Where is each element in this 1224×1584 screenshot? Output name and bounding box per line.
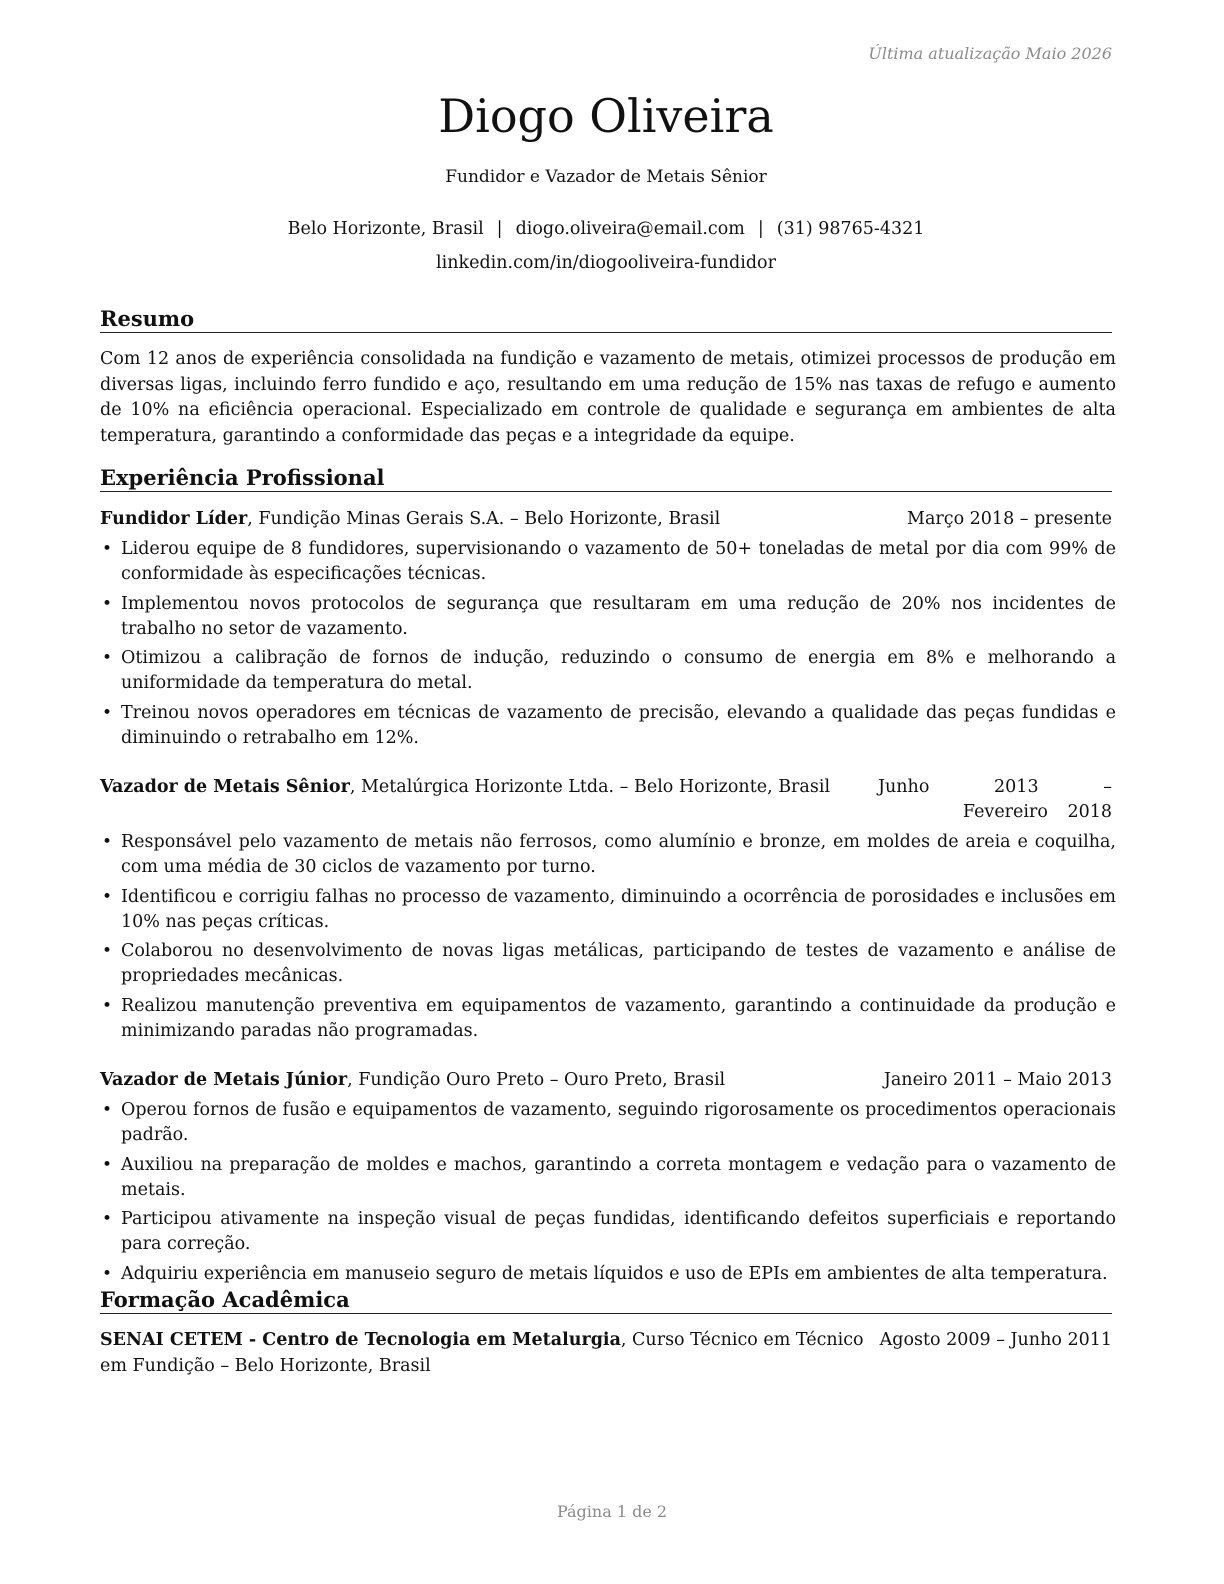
job-company: , Fundição Minas Gerais S.A. – Belo Horizonte, Brasil (247, 509, 721, 529)
phone: (31) 98765-4321 (776, 219, 925, 239)
education-entry (100, 1328, 1112, 1379)
job-header (100, 775, 1112, 822)
list-item: • Participou ativamente na inspeção visual de peças fundidas, identificando defeitos superficiais e reportando para correção. (100, 1207, 1116, 1257)
list-item: • Otimizou a calibração de fornos de indução, reduzindo o consumo de energia em 8% e melhorando a uniformidade da temperatura do metal. (100, 646, 1116, 696)
page-number: Página 1 de 2 (556, 1502, 668, 1521)
job-headline: Fundidor e Vazador de Metais Sênior (445, 167, 767, 187)
job-company: , Fundição Ouro Preto – Ouro Preto, Brasil (347, 1070, 726, 1090)
separator: | (757, 219, 764, 239)
job-title: Vazador de Metais Júnior (100, 1070, 348, 1090)
job-dates: Janeiro 2011 – Maio 2013 (883, 1070, 1112, 1090)
job-company: , Metalúrgica Horizonte Ltda. – Belo Horizonte, Brasil (349, 777, 831, 797)
resume-page (100, 0, 1116, 1584)
list-item: • Implementou novos protocolos de segurança que resultaram em uma redução de 20% nos incidentes de trabalho no setor de vazamento. (100, 592, 1116, 642)
list-item: • Adquiriu experiência em manuseio seguro de metais líquidos e uso de EPIs em ambientes de alta temperatura. (100, 1262, 1116, 1287)
job-header (100, 507, 1112, 532)
section-title-experience: Experiência Profissional (100, 465, 1112, 492)
job-header (100, 1068, 1112, 1093)
list-item: • Liderou equipe de 8 fundidores, supervisionando o vazamento de 50+ toneladas de metal por dia com 99% de conformidade às especificações técnicas. (100, 537, 1116, 587)
job-dates: Junho 2013 – Fevereiro 2018 (878, 777, 1112, 822)
education-course: , Curso Técnico em Técnico em Fundição – Belo Horizonte, Brasil (100, 1330, 864, 1376)
list-item: • Treinou novos operadores em técnicas de vazamento de precisão, elevando a qualidade das peças fundidas e diminuindo o retrabalho em 12%. (100, 701, 1116, 751)
job-bullets (100, 830, 1116, 1048)
section-title-education: Formação Acadêmica (100, 1287, 1112, 1314)
person-name: Diogo Oliveira (438, 89, 774, 143)
list-item: • Realizou manutenção preventiva em equipamentos de vazamento, garantindo a continuidade da produção e minimizando paradas não programadas. (100, 994, 1116, 1044)
job-bullets (100, 1098, 1116, 1291)
job-title: Vazador de Metais Sênior (100, 777, 350, 797)
list-item: • Colaborou no desenvolvimento de novas ligas metálicas, participando de testes de vazamento e análise de propriedades mecânicas. (100, 939, 1116, 989)
last-updated: Última atualização Maio 2026 (868, 44, 1112, 63)
section-title-summary: Resumo (100, 306, 1112, 333)
job-bullets (100, 537, 1116, 755)
linkedin-link[interactable]: linkedin.com/in/diogooliveira-fundidor (436, 253, 776, 273)
summary-text: Com 12 anos de experiência consolidada na fundição e vazamento de metais, otimizei processos de produção em diversas ligas, incluindo ferro fundido e aço, resultando em uma redução de 15% nas taxas de refugo e aumento de 10% na eficiência operacional. Especializado em controle de qualidade e segurança em ambientes de alta temperatura, garantindo a conformidade das peças e a integridade da equipe. (100, 349, 1116, 446)
job-title: Fundidor Líder (100, 509, 248, 529)
location: Belo Horizonte, Brasil (287, 219, 484, 239)
list-item: • Auxiliou na preparação de moldes e machos, garantindo a correta montagem e vedação para o vazamento de metais. (100, 1153, 1116, 1203)
job-dates: Março 2018 – presente (907, 509, 1112, 529)
list-item: • Identificou e corrigiu falhas no processo de vazamento, diminuindo a ocorrência de porosidades e inclusões em 10% nas peças críticas. (100, 885, 1116, 935)
education-dates: Agosto 2009 – Junho 2011 (879, 1330, 1112, 1350)
education-institution: SENAI CETEM - Centro de Tecnologia em Metalurgia (100, 1330, 621, 1350)
list-item: • Responsável pelo vazamento de metais não ferrosos, como alumínio e bronze, em moldes de areia e coquilha, com uma média de 30 ciclos de vazamento por turno. (100, 830, 1116, 880)
email-link[interactable]: diogo.oliveira@email.com (515, 219, 745, 239)
contact-line (100, 219, 1112, 239)
separator: | (496, 219, 503, 239)
list-item: • Operou fornos de fusão e equipamentos de vazamento, seguindo rigorosamente os procedimentos operacionais padrão. (100, 1098, 1116, 1148)
